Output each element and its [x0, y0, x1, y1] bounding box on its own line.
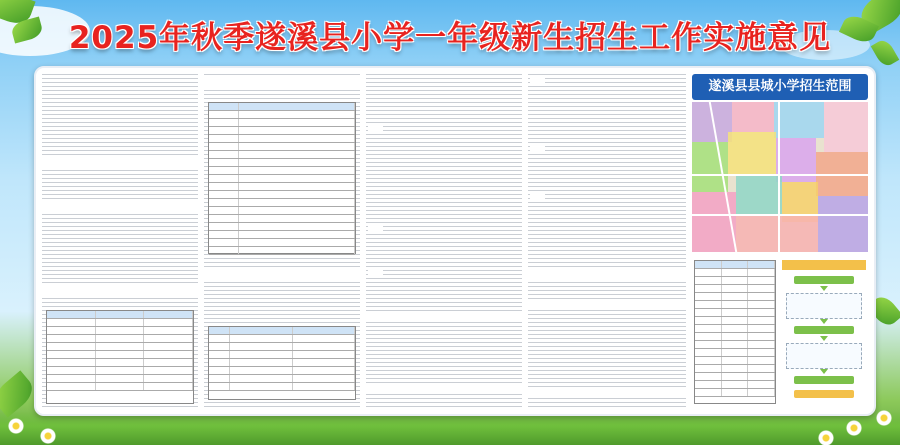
- flow-detail-box: [786, 343, 862, 369]
- schedule-table: [694, 260, 776, 404]
- flowchart-header: [782, 260, 866, 270]
- daisy-icon: [846, 420, 862, 436]
- daisy-icon: [876, 410, 892, 426]
- body-text-block: [528, 74, 686, 408]
- daisy-icon: [818, 430, 834, 445]
- arrow-down-icon: [820, 286, 828, 291]
- map-panel: [692, 74, 868, 252]
- flow-step: [794, 326, 854, 334]
- subsection-heading: [368, 270, 383, 278]
- section-heading: [528, 388, 686, 398]
- schedule-table-panel: [692, 258, 778, 406]
- subsection-heading: [368, 224, 383, 232]
- data-table: [208, 102, 356, 254]
- daisy-icon: [8, 418, 24, 434]
- text-column-3: [366, 74, 522, 408]
- subsection-heading: [530, 144, 545, 152]
- text-column-1: [42, 74, 198, 408]
- data-table: [208, 326, 356, 400]
- subsection-heading: [368, 124, 383, 132]
- body-text-block: [366, 74, 522, 408]
- grass-strip: [0, 411, 900, 445]
- section-heading: [42, 286, 198, 296]
- section-heading: [204, 270, 360, 280]
- section-heading: [42, 158, 198, 168]
- arrow-down-icon: [820, 319, 828, 324]
- subsection-heading: [530, 194, 545, 202]
- section-heading: [204, 78, 360, 88]
- section-heading: [528, 300, 686, 310]
- map-header: 遂溪县县城小学招生范围: [692, 74, 868, 100]
- section-heading: [528, 270, 686, 280]
- enrollment-map: [692, 102, 868, 252]
- flow-step: [794, 376, 854, 384]
- arrow-down-icon: [820, 369, 828, 374]
- page-title: 2025年秋季遂溪县小学一年级新生招生工作实施意见: [68, 20, 832, 56]
- text-column-2: [204, 74, 360, 408]
- daisy-icon: [40, 428, 56, 444]
- section-heading: [366, 384, 522, 394]
- flow-step: [794, 390, 854, 398]
- flowchart-panel: [780, 258, 868, 406]
- arrow-down-icon: [820, 336, 828, 341]
- data-table: [46, 310, 194, 404]
- flow-detail-box: [786, 293, 862, 319]
- notice-board: [34, 66, 876, 416]
- section-heading: [42, 202, 198, 212]
- text-column-4: [528, 74, 686, 408]
- section-heading: [366, 312, 522, 322]
- subsection-heading: [530, 76, 545, 84]
- flow-step: [794, 276, 854, 284]
